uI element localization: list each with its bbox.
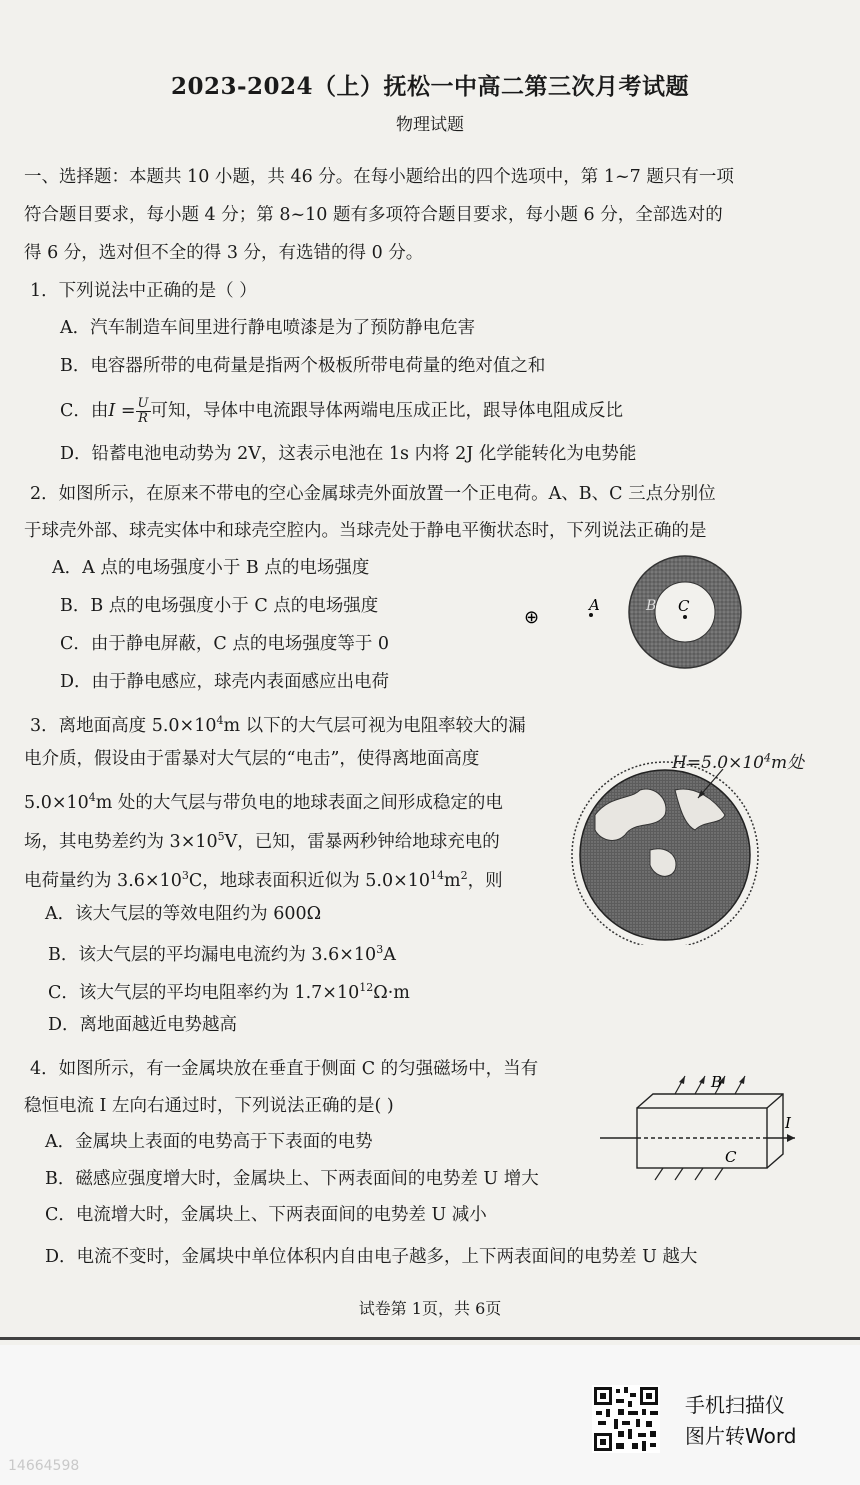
q4-stem-line1: 4．如图所示，有一金属块放在垂直于侧面 C 的匀强磁场中，当有 <box>30 1059 539 1079</box>
q2-stem-line1: 2．如图所示，在原来不带电的空心金属球壳外面放置一个正电荷。A、B、C 三点分别位 <box>30 484 716 504</box>
field-line <box>715 1168 723 1180</box>
q4-stem-line2: 稳恒电流 I 左向右通过时，下列说法正确的是( ) <box>24 1096 394 1116</box>
earth-figure-label: $H=5.0\times 10^4m$处 <box>672 751 805 773</box>
metal-block-figure <box>595 1068 810 1183</box>
q4-option-a: A．金属块上表面的电势高于下表面的电势 <box>45 1132 373 1152</box>
block-top-side <box>637 1094 783 1168</box>
q2-stem-line2: 于球壳外部、球壳实体中和球壳空腔内。当球壳处于静电平衡状态时，下列说法正确的是 <box>24 521 707 541</box>
earth-atmosphere-figure <box>555 760 820 945</box>
q2-option-a: A．A 点的电场强度小于 B 点的电场强度 <box>52 558 370 578</box>
q1-option-a: A．汽车制造车间里进行静电喷漆是为了预防静电危害 <box>60 318 476 338</box>
page-number: 试卷第 1页，共 6页 <box>358 1299 502 1318</box>
field-line <box>675 1168 683 1180</box>
point-b-label: B <box>646 598 657 614</box>
qr-code-icon[interactable] <box>592 1385 660 1453</box>
q3-stem-line5: 电荷量约为 $3.6\times 10^3C$，地球表面积近似为 $5.0\times 10^{14}m^2$，则 <box>24 869 503 891</box>
q4-option-b: B．磁感应强度增大时，金属块上、下两表面间的电势差 U 增大 <box>45 1169 539 1189</box>
q1-stem: 1．下列说法中正确的是（ ） <box>30 281 257 301</box>
positive-charge-icon: ⊕ <box>524 607 540 628</box>
page-title: 2023-2024（上）抚松一中高二第三次月考试题 <box>170 73 690 100</box>
field-arrow-icon <box>739 1076 745 1084</box>
field-line <box>655 1168 663 1180</box>
field-line <box>695 1168 703 1180</box>
q3-stem-line4: 场，其电势差约为 $3\times 10^5V$，已知，雷暴两秒钟给地球充电的 <box>24 830 500 852</box>
section-instructions-line1: 一、选择题：本题共 10 小题，共 46 分。在每小题给出的四个选项中，第 1~7 题只有一项 <box>24 167 734 187</box>
point-c-marker <box>683 615 687 619</box>
q3-option-a: A．该大气层的等效电阻约为 600Ω <box>45 904 322 924</box>
block-edge <box>767 1094 783 1108</box>
section-instructions-line2: 符合题目要求，每小题 4 分；第 8~10 题有多项符合题目要求，每小题 6 分，全部选对的 <box>24 205 723 225</box>
side-c-label: C <box>725 1148 737 1166</box>
brand-line1: 手机扫描仪 <box>685 1393 785 1417</box>
current-i-label: I <box>785 1114 791 1132</box>
field-arrow-icon <box>699 1076 705 1084</box>
q1-option-b: B．电容器所带的电荷量是指两个极板所带电荷量的绝对值之和 <box>60 356 546 376</box>
page-subtitle: 物理试题 <box>396 115 464 135</box>
q1-option-d: D．铅蓄电池电动势为 2V，这表示电池在 1s 内将 2J 化学能转化为电势能 <box>60 444 637 464</box>
formula-fraction: $\frac{U}{R}$ <box>137 396 149 426</box>
q2-option-c: C．由于静电屏蔽，C 点的电场强度等于 0 <box>60 634 390 654</box>
q3-stem-line1: 3．离地面高度 $5.0\times 10^4m$ 以下的大气层可视为电阻率较大的漏 <box>30 714 526 736</box>
q3-stem-line2: 电介质，假设由于雷暴对大气层的“电击”，使得离地面高度 <box>24 749 480 769</box>
brand-line2: 图片转Word <box>685 1424 797 1448</box>
field-b-label: B <box>711 1073 723 1091</box>
q2-option-d: D．由于静电感应，球壳内表面感应出电荷 <box>60 672 390 692</box>
q2-option-b: B．B 点的电场强度小于 C 点的电场强度 <box>60 596 379 616</box>
field-arrow-icon <box>679 1076 685 1084</box>
point-a-label: A <box>589 596 600 614</box>
q3-option-b: B．该大气层的平均漏电电流约为 $3.6\times 10^3A$ <box>48 943 396 965</box>
q3-option-c: C．该大气层的平均电阻率约为 $1.7\times 10^{12}\Omega\cdot m$ <box>48 981 410 1003</box>
q4-option-d: D．电流不变时，金属块中单位体积内自由电子越多，上下两表面间的电势差 U 越大 <box>45 1247 698 1267</box>
page-bottom-edge <box>0 1337 860 1340</box>
q3-stem-line3: $5.0\times 10^4m$ 处的大气层与带负电的地球表面之间形成稳定的电 <box>24 791 503 813</box>
current-arrow-icon <box>787 1134 795 1142</box>
spherical-shell-figure <box>515 555 745 695</box>
q4-option-c: C．电流增大时，金属块上、下两表面间的电势差 U 减小 <box>45 1205 487 1225</box>
q3-option-d: D．离地面越近电势越高 <box>48 1015 238 1035</box>
point-c-label: C <box>678 597 690 615</box>
watermark-id: 14664598 <box>8 1458 80 1474</box>
section-instructions-line3: 得 6 分，选对但不全的得 3 分，有选错的得 0 分。 <box>24 243 424 263</box>
q1-option-c: C．由I = $\frac{U}{R}$ 可知，导体中电流跟导体两端电压成正比，跟导体电阻成反比 <box>60 396 623 426</box>
